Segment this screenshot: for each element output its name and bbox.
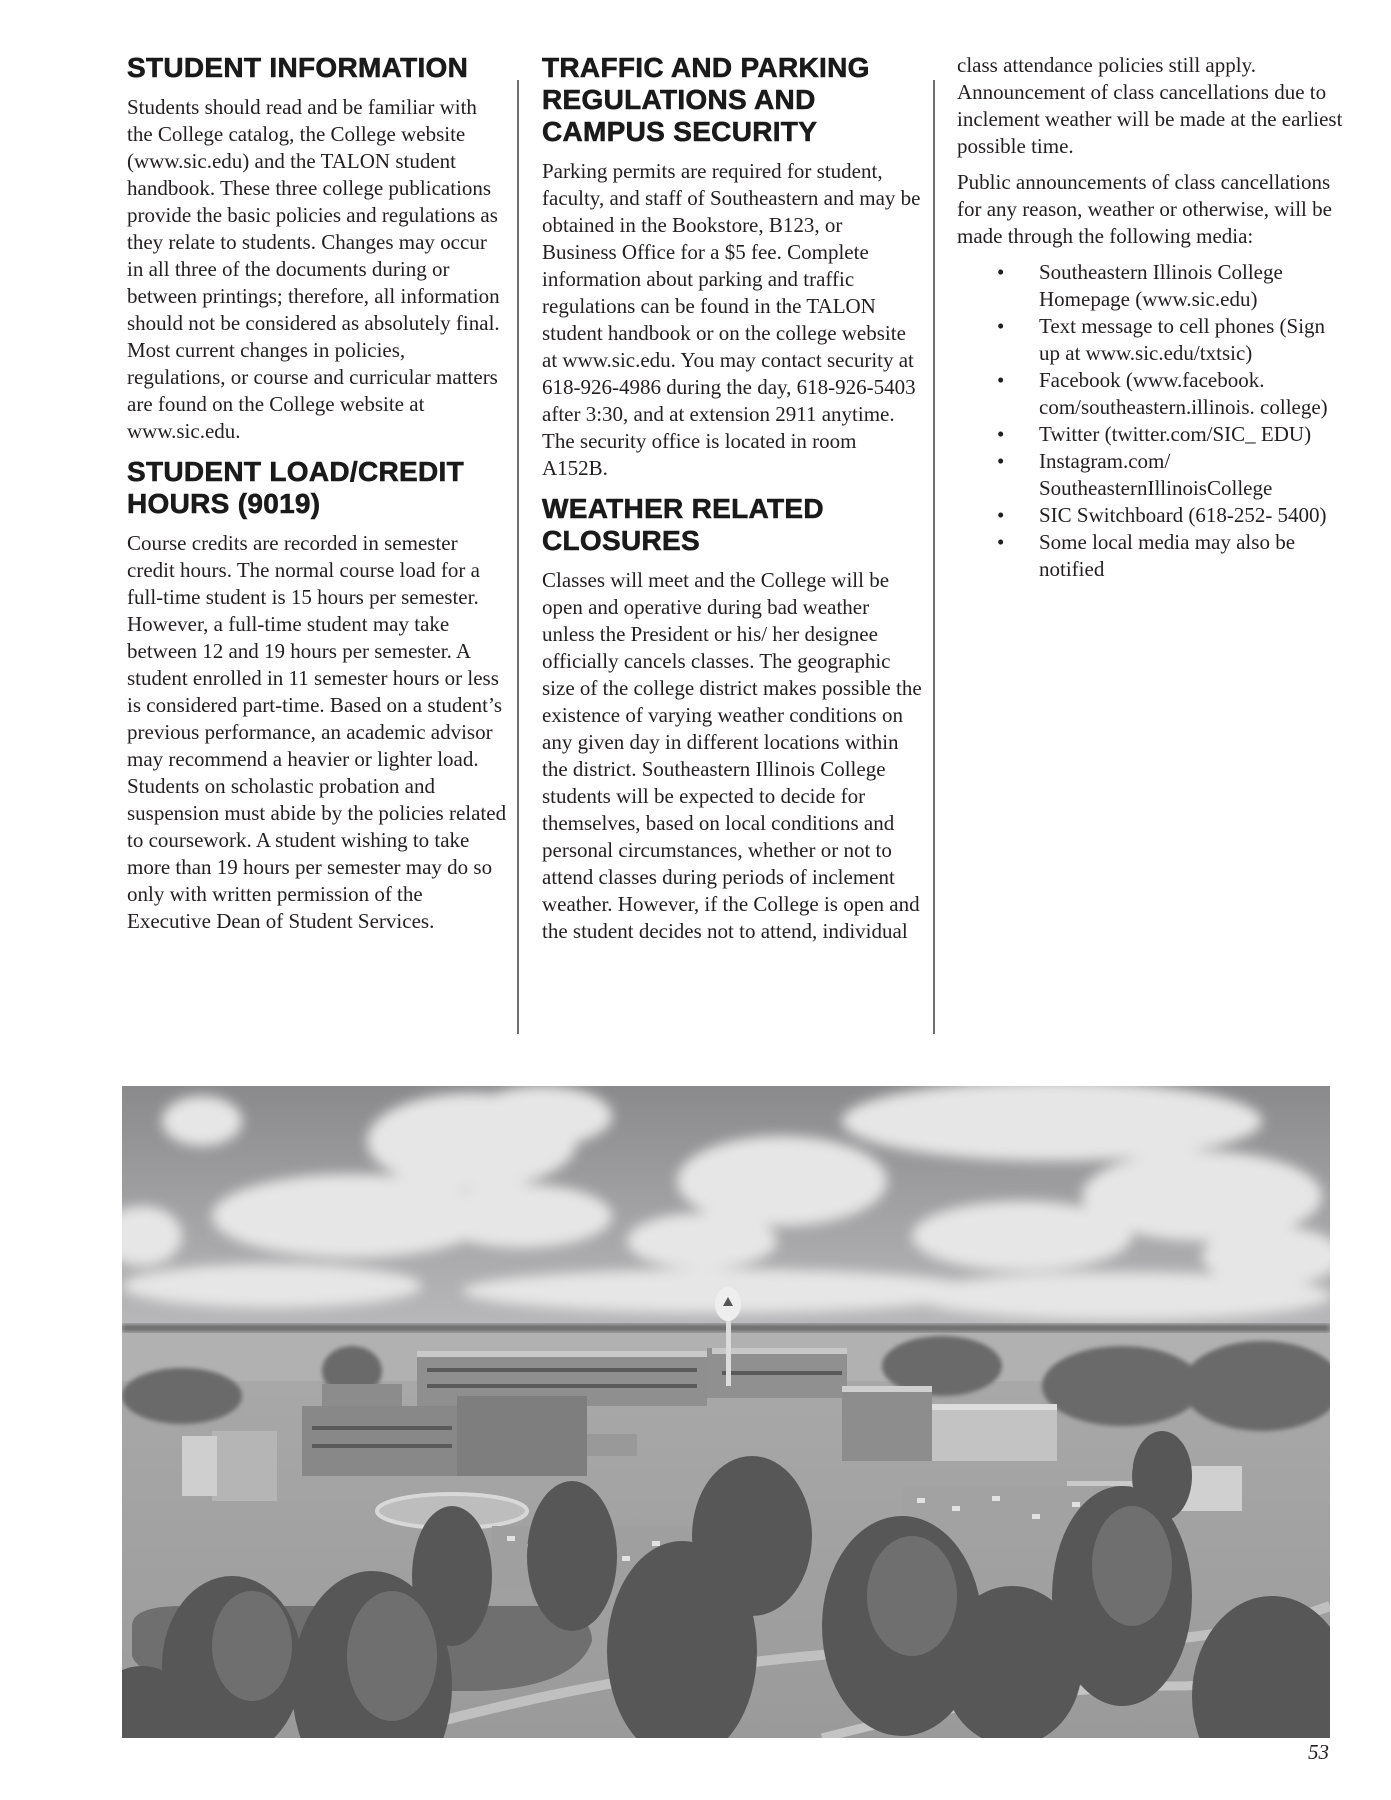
paragraph: Parking permits are required for student, faculty, and staff of Southeastern and may be obtained in the Bookstore, B123, or Business Office for a $5 fee. Complete information about parking and traffic regulations can be found in the TALON student handbook or on the college website at www.sic.edu. You may contact security at 618-926-4986 during the day, 618-926-5403 after 3:30, and at extension 2911 anytime. The security office is located in room A152B. [542,159,921,480]
list-item-text: Some local media may also be notified [1039,530,1296,581]
section-student-information [127,52,507,445]
page-number: 53 [1308,1740,1329,1764]
list-item [957,421,1347,448]
bullet-icon: • [997,449,1005,473]
list-item [957,502,1347,529]
column-3 [957,52,1347,583]
media-list [957,259,1347,583]
list-item [957,529,1347,583]
section-traffic-parking-security [542,52,922,482]
list-item-text: Text message to cell phones (Sign up at www.sic.edu/txtsic) [1039,314,1326,365]
column-divider [933,80,935,1034]
paragraph: Students should read and be familiar with the College catalog, the College website (www.sic.edu) and the TALON student handbook. These three college publications provide the basic policies and regulations as they relate to students. Changes may occur in all three of the documents during or between printings; therefore, all information should not be considered as absolutely final. Most current changes in policies, regulations, or course and curricular matters are found on the College website at www.sic.edu. [127,95,500,443]
list-item-text: SIC Switchboard (618-252- 5400) [1039,503,1327,527]
paragraph: class attendance policies still apply. Announcement of class cancellations due to inclement weather will be made at the earliest possible time. [957,53,1343,158]
bullet-icon: • [997,260,1005,284]
bullet-icon: • [997,422,1005,446]
list-item [957,313,1347,367]
section-heading: WEATHER RELATED CLOSURES [542,493,824,556]
list-item-text: Twitter (twitter.com/SIC_ EDU) [1039,422,1312,446]
paragraph: Course credits are recorded in semester credit hours. The normal course load for a full-time student is 15 hours per semester. However, a full-time student may take between 12 and 19 hours per semester. A student enrolled in 11 semester hours or less is considered part-time. Based on a student’s previous performance, an academic advisor may recommend a heavier or lighter load. Students on scholastic probation and suspension must abide by the policies related to coursework. A student wishing to take more than 19 hours per semester may do so only with written permission of the Executive Dean of Student Services. [127,531,507,933]
bullet-icon: • [997,314,1005,338]
column-2 [542,52,922,954]
paragraph: Classes will meet and the College will be open and operative during bad weather unless the President or his/ her designee officially cancels classes. The geographic size of the college district makes possible the existence of varying weather conditions on any given day in different locations within the district. Southeastern Illinois College students will be expected to decide for themselves, based on local conditions and personal circumstances, whether or not to attend classes during periods of inclement weather. However, if the College is open and the student decides not to attend, individual [542,568,922,943]
section-weather-related-closures [542,493,922,945]
column-divider [517,80,519,1034]
list-item [957,367,1347,421]
list-item [957,259,1347,313]
section-heading: STUDENT LOAD/CREDIT HOURS (9019) [127,456,465,519]
column-1 [127,52,507,944]
list-item-text: Facebook (www.facebook. com/southeastern.illinois. college) [1039,368,1328,419]
paragraph: Public announcements of class cancellations for any reason, weather or otherwise, will be made through the following media: [957,170,1332,248]
list-item-text: Southeastern Illinois College Homepage (www.sic.edu) [1039,260,1283,311]
bullet-icon: • [997,368,1005,392]
section-heading: TRAFFIC AND PARKING REGULATIONS AND CAMPUS SECURITY [542,52,870,147]
campus-aerial-photo [122,1086,1330,1738]
section-student-load-credit-hours [127,456,507,935]
bullet-icon: • [997,530,1005,554]
list-item [957,448,1347,502]
bullet-icon: • [997,503,1005,527]
list-item-text: Instagram.com/ SoutheasternIllinoisCollege [1039,449,1273,500]
section-heading: STUDENT INFORMATION [127,52,469,83]
